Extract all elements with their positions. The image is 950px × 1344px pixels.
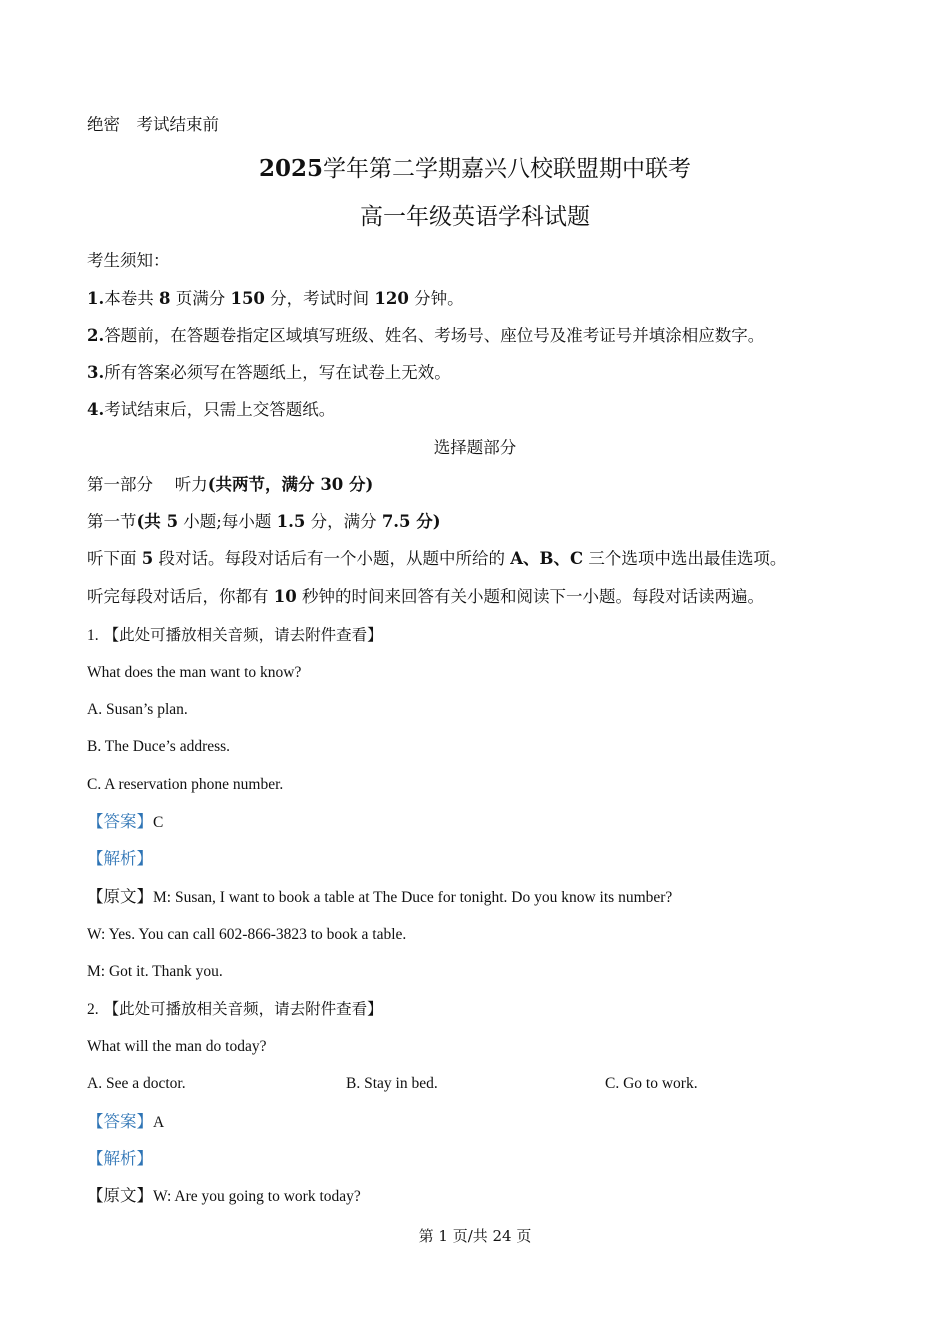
- title-text: 学年第二学期嘉兴八校联盟期中联考: [323, 156, 691, 182]
- original-label: 【原文】: [87, 1186, 153, 1205]
- sub-label: 第一节: [87, 512, 137, 531]
- sub-each-score: 1.5: [276, 512, 306, 531]
- instruction-text: 听完每段对话后，你都有: [87, 587, 274, 606]
- section-name: 选择题部分: [433, 438, 517, 457]
- q2-number: 2.: [87, 1001, 99, 1018]
- sub-detail: 分，满分: [305, 512, 382, 531]
- part-score: 30: [320, 475, 344, 494]
- instruction-text: 听下面: [87, 549, 142, 568]
- dialog-count: 5: [141, 549, 154, 568]
- notice-item-4: [87, 399, 335, 421]
- notice-text: 分，考试时间: [264, 289, 375, 308]
- notice-text: 分钟。: [408, 289, 464, 308]
- notice-text: 本卷共: [104, 289, 159, 308]
- notice-item-2: [87, 325, 764, 347]
- sub-detail: 分): [410, 512, 441, 531]
- audio-placeholder[interactable]: 【此处可播放相关音频，请去附件查看】: [103, 1000, 383, 1018]
- part-one-heading: [87, 474, 373, 496]
- title-year: 2025: [258, 155, 323, 182]
- seconds-count: 10: [273, 587, 297, 606]
- full-score: 150: [230, 289, 265, 308]
- confidential-label: 绝密 考试结束前: [87, 115, 219, 134]
- sub-total: 7.5: [381, 512, 411, 531]
- transcript-line: M: Susan, I want to book a table at The Duce for tonight. Do you know its number?: [153, 889, 673, 906]
- q1-audio-line: [87, 624, 383, 647]
- q2-option-a: A. See a doctor.: [87, 1075, 186, 1092]
- answer-value: A: [153, 1114, 165, 1131]
- instruction-line-2: [87, 586, 764, 608]
- option-letters: A、B、C: [510, 549, 584, 568]
- page-count: 8: [158, 289, 171, 308]
- answer-label: 【答案】: [87, 1112, 153, 1131]
- exam-minutes: 120: [374, 289, 409, 308]
- part-label: 第一部分 听力: [87, 475, 208, 494]
- sub-detail: (共: [136, 512, 167, 531]
- sub-detail: 小题;每小题: [178, 512, 277, 531]
- instruction-text: 三个选项中选出最佳选项。: [583, 549, 787, 568]
- exam-title: [0, 154, 950, 184]
- transcript-line: W: Are you going to work today?: [153, 1188, 361, 1205]
- section-one-heading: [87, 511, 441, 533]
- part-detail: (共两节，满分: [207, 475, 321, 494]
- audio-placeholder[interactable]: 【此处可播放相关音频，请去附件查看】: [103, 626, 383, 644]
- q1-option-b: B. The Duce’s address.: [87, 738, 231, 755]
- answer-value: C: [153, 814, 164, 831]
- notice-num: 3.: [87, 363, 105, 382]
- instruction-text: 秒钟的时间来回答有关小题和阅读下一小题。每段对话读两遍。: [296, 587, 764, 606]
- sub-count: 5: [166, 512, 179, 531]
- footer-text: 页: [511, 1227, 532, 1245]
- q2-audio-line: [87, 998, 383, 1021]
- part-detail: 分): [343, 475, 374, 494]
- page-number: 1: [438, 1227, 448, 1245]
- q2-option-b: B. Stay in bed.: [346, 1075, 438, 1092]
- notice-num: 4.: [87, 400, 105, 419]
- q1-answer: [87, 811, 163, 834]
- q1-option-a: A. Susan’s plan.: [87, 701, 188, 718]
- notice-text: 页满分: [170, 289, 231, 308]
- instruction-line-1: [87, 548, 786, 570]
- page-footer: [0, 1226, 950, 1246]
- notice-num: 1.: [87, 289, 105, 308]
- q1-transcript-3: M: Got it. Thank you.: [87, 963, 223, 980]
- notice-text: 考试结束后，只需上交答题纸。: [104, 400, 336, 419]
- instruction-text: 段对话。每段对话后有一个小题，从题中所给的: [153, 549, 511, 568]
- notice-text: 所有答案必须写在答题纸上，写在试卷上无效。: [104, 363, 451, 382]
- q2-analysis-label: 【解析】: [87, 1149, 153, 1168]
- exam-subtitle: 高一年级英语学科试题: [360, 204, 590, 230]
- notice-text: 答题前，在答题卷指定区域填写班级、姓名、考场号、座位号及准考证号并填涂相应数字。: [104, 326, 765, 345]
- q1-question: What does the man want to know?: [87, 664, 302, 681]
- q1-number: 1.: [87, 627, 99, 644]
- q2-transcript-1: [87, 1185, 361, 1208]
- footer-text: 页/共: [447, 1227, 493, 1245]
- q1-analysis-label: 【解析】: [87, 849, 153, 868]
- q1-transcript-2: W: Yes. You can call 602-866-3823 to book a table.: [87, 926, 407, 943]
- notice-item-1: [87, 288, 464, 310]
- q1-option-c: C. A reservation phone number.: [87, 776, 284, 793]
- answer-label: 【答案】: [87, 812, 153, 831]
- q2-option-c: C. Go to work.: [605, 1075, 698, 1092]
- total-pages: 24: [492, 1227, 512, 1245]
- q2-answer: [87, 1111, 164, 1134]
- q1-transcript-1: [87, 886, 672, 909]
- notice-item-3: [87, 362, 451, 384]
- footer-text: 第: [418, 1227, 439, 1245]
- notice-num: 2.: [87, 326, 105, 345]
- q2-question: What will the man do today?: [87, 1038, 267, 1055]
- notice-heading: 考生须知：: [87, 251, 170, 270]
- original-label: 【原文】: [87, 887, 153, 906]
